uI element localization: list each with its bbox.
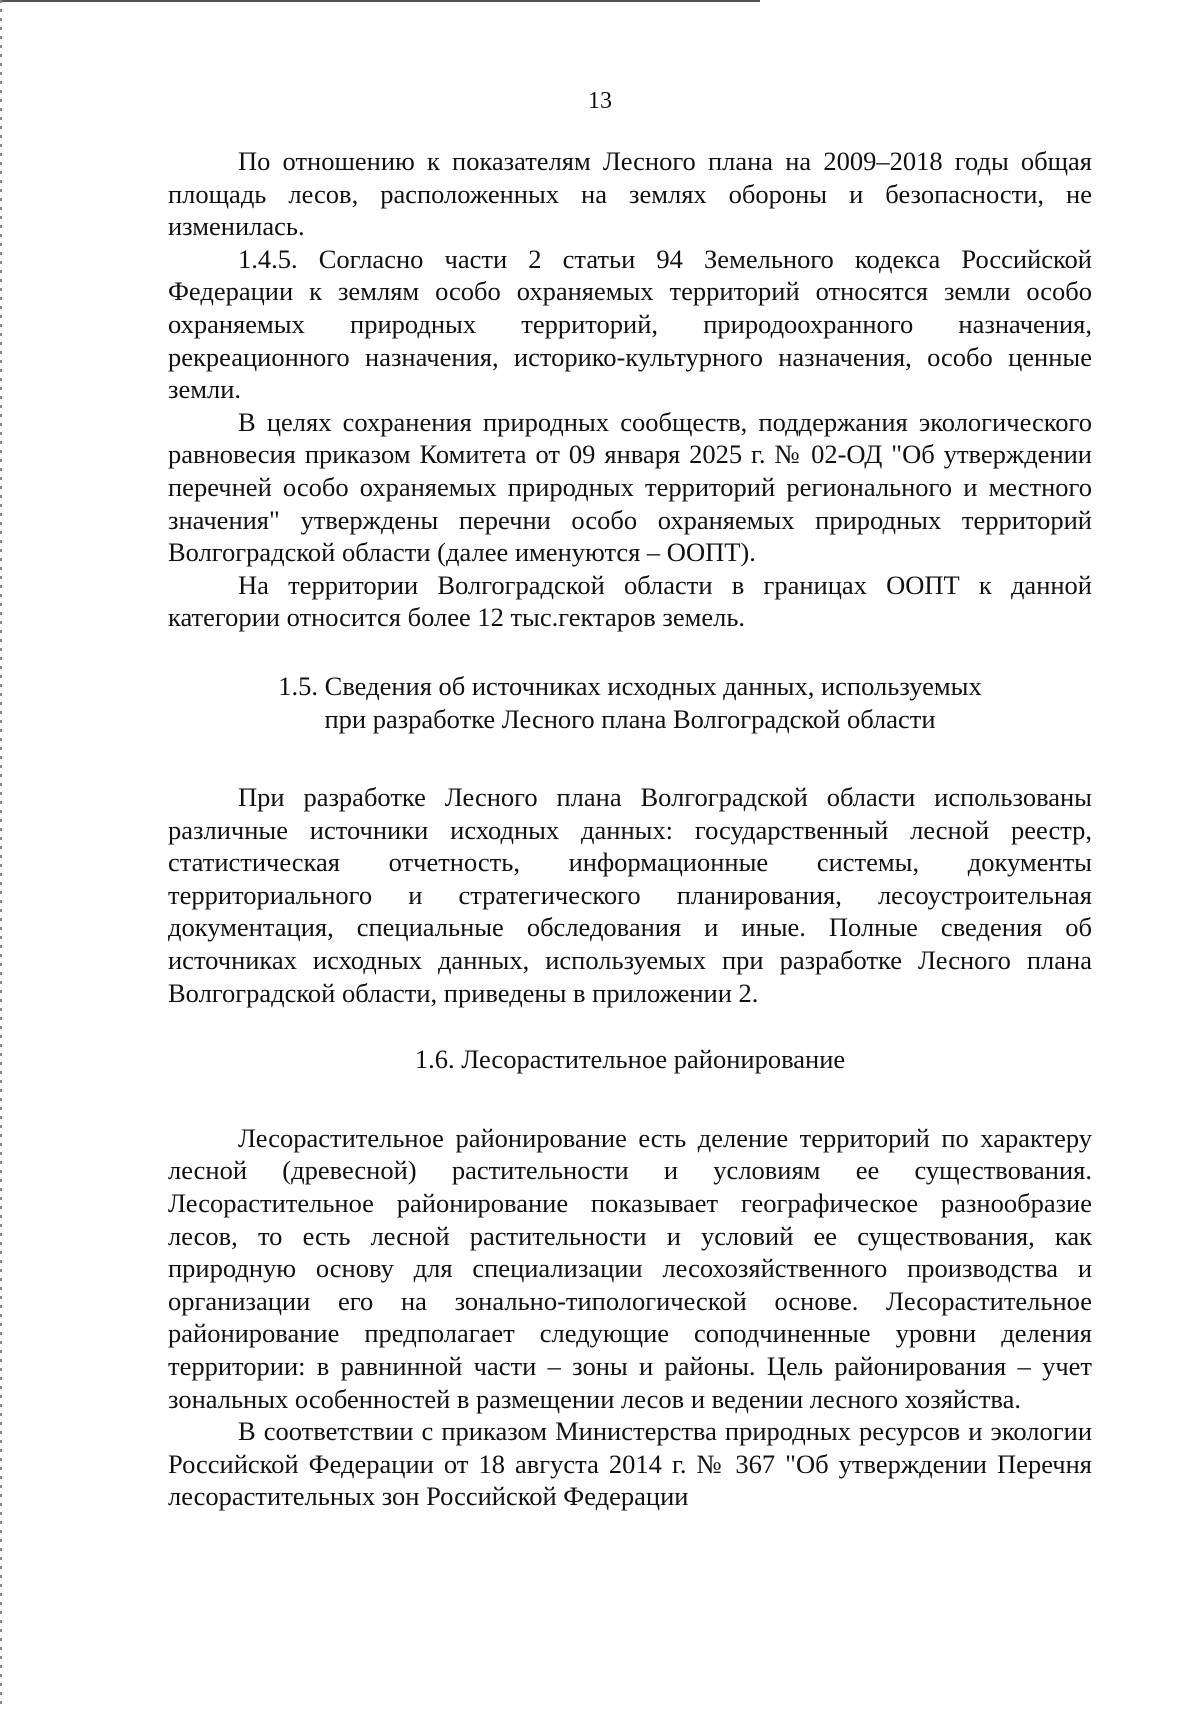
section-heading-1-5-line1: 1.5. Сведения об источниках исходных данных, используемых [278,670,982,701]
paragraph-ministry-order: В соответствии с приказом Министерства природных ресурсов и экологии Российской Федерации от 18 августа 2014 г. № 367 "Об утверждении Перечня лесорастительных зон Российской Федерации [168,1416,1092,1512]
paragraph-zoning-definition: Лесорастительное районирование есть деление территорий по характеру лесной (древесной) растительности и условиям ее существования. Лесорастительное районирование показывает географическое разнообразие лесов, то есть лесной растительности и условий ее существования, как природную основу для специализации лесохозяйственного производства и организации его на зонально-типологической основе. Лесорастительное районирование предполагает следующие соподчиненные уровни деления территории: в равнинной части – зоны и районы. Цель районирования – учет зональных особенностей в размещении лесов и ведении лесного хозяйства. [168,1122,1092,1414]
scan-top-rule [0,0,760,2]
section-heading-1-6-text: 1.6. Лесорастительное районирование [414,1044,846,1075]
page-number: 13 [588,88,612,114]
section-heading-1-5 [168,670,1092,735]
paragraph-oopt-area: На территории Волгоградской области в границах ООПТ к данной категории относится более 12 тыс.гектаров земель. [168,569,1092,633]
paragraph-1-4-5: 1.4.5. Согласно части 2 статьи 94 Земельного кодекса Российской Федерации к землям особо охраняемых территорий относятся земли особо охраняемых природных территорий, природоохранного назначения, рекреационного назначения, историко-культурного назначения, особо ценные земли. [168,243,1092,405]
paragraph-oopt-order: В целях сохранения природных сообществ, поддержания экологического равновесия приказом Комитета от 09 января 2025 г. № 02-ОД "Об утверждении перечней особо охраняемых природных территорий регионального и местного значения" утверждены перечни особо охраняемых природных территорий Волгоградской области (далее именуются – ООПТ). [168,406,1092,568]
scan-left-edge [0,0,2,1710]
page-content [168,145,1092,1513]
section-heading-1-6 [168,1043,1092,1076]
paragraph-data-sources: При разработке Лесного плана Волгоградской области использованы различные источники исходных данных: государственный лесной реестр, статистическая отчетность, информационные системы, документы территориального и стратегического планирования, лесоустроительная документация, специальные обследования и иные. Полные сведения об источниках исходных данных, используемых при разработке Лесного плана Волгоградской области, приведены в приложении 2. [168,782,1092,1008]
section-heading-1-5-line2: при разработке Лесного плана Волгоградской области [324,703,936,734]
paragraph-defense-lands: По отношению к показателям Лесного плана на 2009–2018 годы общая площадь лесов, расположенных на землях обороны и безопасности, не изменилась. [168,146,1092,242]
